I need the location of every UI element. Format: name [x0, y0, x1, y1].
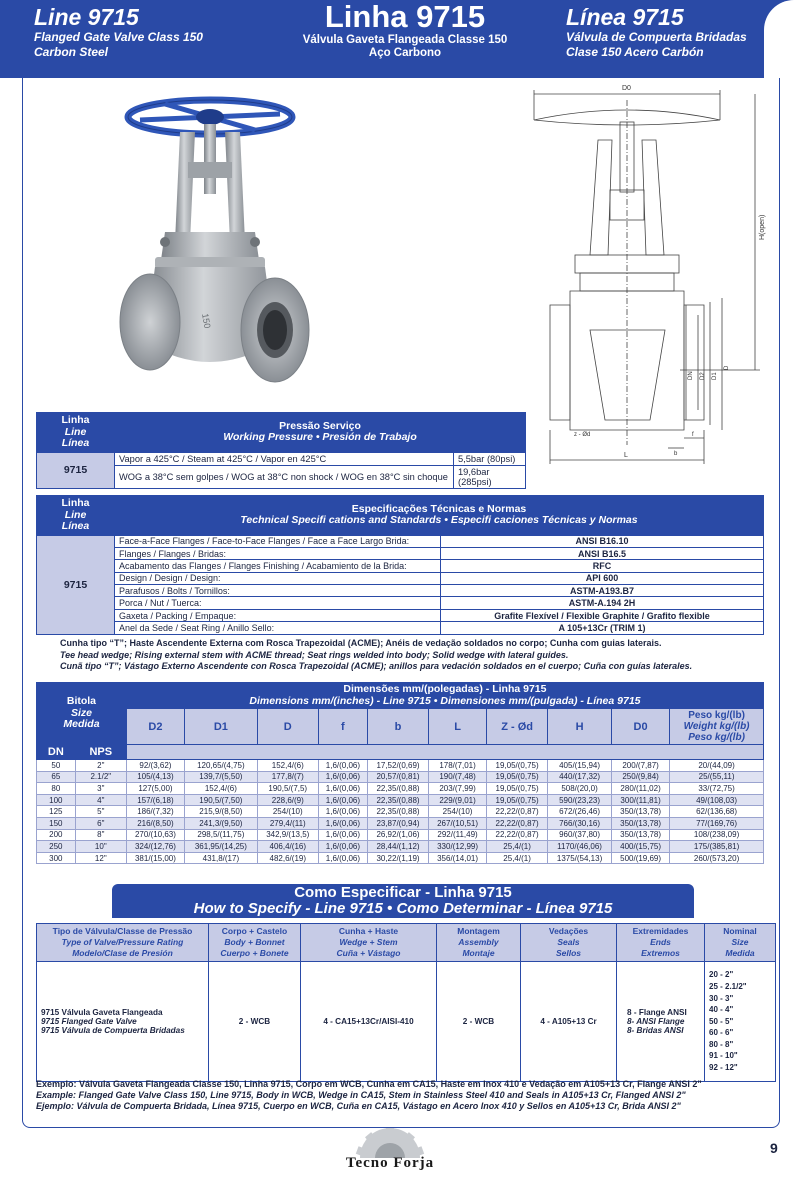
dm-cell: 254/(10): [429, 806, 487, 818]
ts-row: [37, 609, 764, 621]
dm-cell: 406,4/(16): [257, 841, 318, 853]
dm-cell: 5": [75, 806, 126, 818]
hs-ends-es: 8- Bridas ANSI: [627, 1026, 684, 1035]
ts-row-value: ASTM-A193.B7: [441, 585, 764, 597]
header-center-sub1: Válvula Gaveta Flangeada Classe 150: [302, 34, 508, 46]
how-to-specify-title: [112, 884, 694, 918]
ts-row-value: ASTM-A.194 2H: [441, 597, 764, 609]
hs-header-pt: Cunha + Haste: [338, 926, 399, 936]
dm-cell: 250: [37, 841, 76, 853]
dm-cell: 361,95/(14,25): [184, 841, 257, 853]
dm-cell: 215,9/(8,50): [184, 806, 257, 818]
dm-cell: 150: [37, 817, 76, 829]
dm-cell: 80: [37, 783, 76, 795]
dm-col-header: H: [548, 709, 612, 745]
hs-header-en: Assembly: [458, 937, 499, 947]
note-es: Cunã tipo “T”; Vástago Externo Ascendente con Rosca Trapezoidal (ACME); anillos para vedación soldados en el cuerpo; Cuña con guías laterales.: [60, 661, 693, 671]
dm-cell: 108/(238,09): [670, 829, 764, 841]
dm-cell: 200/(7,87): [612, 760, 670, 772]
hts-title-sub: How to Specify - Line 9715 • Como Determinar - Línea 9715: [193, 900, 613, 917]
dm-cell: 267/(10,51): [429, 817, 487, 829]
hs-header-pt: Nominal: [723, 926, 757, 936]
dm-cell: 177,8/(7): [257, 771, 318, 783]
ts-row: [37, 622, 764, 634]
dm-cell: 508/(20,0): [548, 783, 612, 795]
hs-header-pt: Montagem: [457, 926, 500, 936]
wp-model: 9715: [37, 452, 115, 488]
dm-col-header: L: [429, 709, 487, 745]
hs-header-en: Type of Valve/Pressure Rating: [61, 937, 184, 947]
construction-notes: [60, 638, 760, 673]
dm-cell: 25,4/(1): [487, 841, 548, 853]
dm-col-header: D0: [612, 709, 670, 745]
svg-text:150: 150: [200, 312, 213, 330]
ts-row-label: Gaxeta / Packing / Empaque:: [115, 609, 441, 621]
ts-title-sub: Technical Specifi cations and Standards • Especifi caciones Técnicas y Normas: [240, 514, 638, 527]
dm-cell: 92/(3,62): [126, 760, 184, 772]
dm-cell: 62/(136,68): [670, 806, 764, 818]
drawing-label-h: H(open): [759, 214, 766, 240]
ts-line-en: Line: [64, 508, 87, 521]
dm-cell: 22,22/(0,87): [487, 829, 548, 841]
dm-cell: 229/(9,01): [429, 794, 487, 806]
dm-title-sub: Dimensions mm/(inches) - Line 9715 • Dimensiones mm/(pulgada) - Línea 9715: [249, 694, 641, 707]
dm-title-header: [126, 683, 763, 709]
ts-row-label: Acabamento das Flanges / Flanges Finishing / Acabamiento de la Brida:: [115, 560, 441, 572]
header-right: [566, 4, 747, 60]
ts-row: [37, 560, 764, 572]
brand-name: Tecno Forja: [345, 1155, 435, 1171]
dm-cell: 49/(108,03): [670, 794, 764, 806]
dm-medida: Medida: [63, 718, 100, 731]
hs-header-en: Body + Bonnet: [224, 937, 285, 947]
hs-header-en: Ends: [650, 937, 671, 947]
dm-cell: 330/(12,99): [429, 841, 487, 853]
wp-title-header: [115, 413, 526, 453]
dm-weight-label: Weight kg/(lb): [683, 721, 750, 732]
note-en: Tee head wedge; Rising external stem with ACME thread; Seat rings welded into body; Solid wedge with lateral guides.: [60, 649, 569, 660]
gear-icon: [300, 1128, 480, 1158]
header-corner: [764, 0, 800, 78]
ts-row: [37, 535, 764, 547]
dm-cell: 10": [75, 841, 126, 853]
dm-cell: 381/(15,00): [126, 852, 184, 864]
example-pt: Exemplo: Válvula Gaveta Flangeada Classe 150, Linha 9715, Corpo em WCB, Cunha em CA15, Haste em Inox 410 e Vedação em A105+13 Cr, Flange ANSI 2": [36, 1079, 702, 1089]
dm-col-header: D1: [184, 709, 257, 745]
dm-col-header: D: [257, 709, 318, 745]
dm-cell: 33/(72,75): [670, 783, 764, 795]
hs-header-es: Extremos: [641, 948, 680, 958]
dm-cell: 2.1/2": [75, 771, 126, 783]
dm-cell: 19,05/(0,75): [487, 771, 548, 783]
dm-cell: 120,65/(4,75): [184, 760, 257, 772]
hs-header-es: Cuña + Vástago: [336, 948, 401, 958]
dm-weight-label: Peso kg/(lb): [688, 732, 745, 743]
hs-wedge-cell: 4 - CA15+13Cr/AISI-410: [301, 962, 437, 1082]
ts-row-label: Flanges / Flanges / Bridas:: [115, 547, 441, 559]
dm-cell: 350/(13,78): [612, 829, 670, 841]
dm-spacer: [126, 745, 763, 760]
ts-row-value: A 105+13Cr (TRIM 1): [441, 622, 764, 634]
page-header: [0, 0, 800, 78]
wp-line-en: Line: [64, 425, 87, 438]
table-row: [37, 829, 764, 841]
drawing-label-l: L: [624, 452, 628, 459]
dm-col-header: Z - Ød: [487, 709, 548, 745]
drawing-label-d: D: [724, 365, 730, 370]
wp-row-value: 5,5bar (80psi): [454, 452, 526, 465]
table-row: [37, 771, 764, 783]
table-row: [37, 760, 764, 772]
dm-cell: 65: [37, 771, 76, 783]
hs-ends-en: 8- ANSI Flange: [627, 1017, 685, 1026]
dm-cell: 28,44/(1,12): [368, 841, 429, 853]
dimensions-table: [36, 682, 764, 864]
dm-cell: 250/(9,84): [612, 771, 670, 783]
ts-row: [37, 547, 764, 559]
hs-header-pt: Corpo + Castelo: [221, 926, 288, 936]
header-center: [270, 0, 540, 60]
hs-col-header: [521, 924, 617, 962]
hts-title-pt: Como Especificar - Linha 9715: [294, 884, 512, 901]
ts-line-es: Línea: [61, 520, 90, 532]
hs-seals-cell: 4 - A105+13 Cr: [521, 962, 617, 1082]
drawing-label-b: b: [674, 451, 678, 457]
valve-technical-drawing: [520, 80, 782, 470]
hs-header-es: Montaje: [462, 948, 495, 958]
table-row: [37, 841, 764, 853]
dm-cell: 1,6/(0,06): [318, 829, 367, 841]
dm-cell: 1,6/(0,06): [318, 771, 367, 783]
header-center-title: Linha 9715: [324, 0, 486, 34]
ts-title-header: [115, 496, 764, 536]
dm-cell: 17,52/(0,69): [368, 760, 429, 772]
header-right-sub1: Válvula de Compuerta Bridadas: [566, 30, 747, 44]
dm-cell: 270/(10,63): [126, 829, 184, 841]
list-item: 91 - 10": [709, 1051, 738, 1061]
hs-assembly-cell: 2 - WCB: [437, 962, 521, 1082]
wp-row-value: 19,6bar (285psi): [454, 465, 526, 488]
hs-type-en: 9715 Flanged Gate Valve: [41, 1017, 137, 1026]
tech-specs-table: [36, 495, 764, 635]
table-row: [37, 852, 764, 864]
dm-cell: 175/(385,81): [670, 841, 764, 853]
ts-row-value: Grafite Flexível / Flexible Graphite / Grafito flexible: [441, 609, 764, 621]
hs-col-header: [705, 924, 776, 962]
dm-cell: 324/(12,76): [126, 841, 184, 853]
ts-row-label: Porca / Nut / Tuerca:: [115, 597, 441, 609]
dm-cell: 22,35/(0,88): [368, 783, 429, 795]
dm-cell: 6": [75, 817, 126, 829]
dm-cell: 431,8/(17): [184, 852, 257, 864]
dm-cell: 186/(7,32): [126, 806, 184, 818]
list-item: 80 - 8": [709, 1039, 734, 1049]
dm-cell: 20,57/(0,81): [368, 771, 429, 783]
dm-cell: 356/(14,01): [429, 852, 487, 864]
drawing-label-d0: D0: [622, 85, 631, 92]
dm-cell: 350/(13,78): [612, 817, 670, 829]
ts-row-value: RFC: [441, 560, 764, 572]
dm-cell: 298,5/(11,75): [184, 829, 257, 841]
dm-cell: 766/(30,16): [548, 817, 612, 829]
dm-cell: 22,22/(0,87): [487, 817, 548, 829]
dm-cell: 1,6/(0,06): [318, 852, 367, 864]
dm-cell: 672/(26,46): [548, 806, 612, 818]
hs-col-header: [437, 924, 521, 962]
dm-cell: 200: [37, 829, 76, 841]
working-pressure-table: [36, 412, 526, 489]
table-row: [37, 817, 764, 829]
dm-cell: 105/(4,13): [126, 771, 184, 783]
drawing-label-f: f: [692, 432, 694, 438]
hs-ends-cell: [617, 962, 705, 1082]
valve-photo: [110, 92, 320, 392]
dm-cell: 12": [75, 852, 126, 864]
dm-cell: 23,87/(0,94): [368, 817, 429, 829]
dm-cell: 350/(13,78): [612, 806, 670, 818]
dm-cell: 190,5/(7,5): [257, 783, 318, 795]
ts-row-value: ANSI B16.5: [441, 547, 764, 559]
dm-cell: 1,6/(0,06): [318, 841, 367, 853]
table-row: [37, 806, 764, 818]
hs-header-pt: Extremidades: [632, 926, 689, 936]
dm-cell: 19,05/(0,75): [487, 794, 548, 806]
dm-cell: 241,3/(9,50): [184, 817, 257, 829]
dm-cell: 19,05/(0,75): [487, 783, 548, 795]
dm-size-header: [37, 683, 127, 745]
ts-line-pt: Linha: [61, 497, 90, 509]
dm-cell: 2": [75, 760, 126, 772]
note-pt: Cunha tipo “T”; Haste Ascendente Externa com Rosca Trapezoidal (ACME); Anéis de vedação soldados no corpo; Cunha com guias laterais.: [60, 638, 662, 648]
wp-line-header: [37, 413, 115, 453]
dm-cell: 22,35/(0,88): [368, 794, 429, 806]
hs-col-header: [617, 924, 705, 962]
table-row: [37, 783, 764, 795]
dm-cell: 157/(6,18): [126, 794, 184, 806]
hs-col-header: [209, 924, 301, 962]
header-center-sub2: Aço Carbono: [368, 47, 442, 59]
dm-title: Dimensões mm/(polegadas) - Linha 9715: [343, 683, 547, 695]
ts-row-label: Face-a-Face Flanges / Face-to-Face Flanges / Face a Face Largo Brida:: [115, 535, 441, 547]
hs-header-en: Seals: [557, 937, 580, 947]
dm-cell: 77/(169,76): [670, 817, 764, 829]
dm-cell: 25,4/(1): [487, 852, 548, 864]
wp-line-es: Línea: [61, 437, 90, 449]
hs-header-es: Medida: [725, 948, 755, 958]
dm-cell: 152,4/(6): [257, 760, 318, 772]
dm-cell: 1,6/(0,06): [318, 760, 367, 772]
dm-cell: 50: [37, 760, 76, 772]
dm-cell: 8": [75, 829, 126, 841]
ts-line-header: [37, 496, 115, 536]
dm-cell: 1,6/(0,06): [318, 794, 367, 806]
dm-size: Size: [70, 706, 92, 719]
ts-row-label: Design / Design / Design:: [115, 572, 441, 584]
dm-cell: 30,22/(1,19): [368, 852, 429, 864]
wp-line-pt: Linha: [61, 414, 90, 426]
dm-col-header: D2: [126, 709, 184, 745]
dm-cell: 25/(55,11): [670, 771, 764, 783]
wp-title-sub: Working Pressure • Presión de Trabajo: [223, 431, 417, 444]
specification-example: [36, 1079, 776, 1113]
hs-type-cell: [37, 962, 209, 1082]
dm-cell: 292/(11,49): [429, 829, 487, 841]
page-number: 9: [770, 1140, 778, 1156]
dm-weight-label: Peso kg/(lb): [688, 710, 745, 721]
hs-header-en: Wedge + Stem: [339, 937, 398, 947]
dm-cell: 190,5/(7,50): [184, 794, 257, 806]
dm-cell: 400/(15,75): [612, 841, 670, 853]
header-left: [34, 4, 203, 60]
drawing-label-z: z - Ød: [574, 432, 591, 438]
dm-cell: 127(5,00): [126, 783, 184, 795]
dm-cell: 482,6/(19): [257, 852, 318, 864]
ts-row-value: API 600: [441, 572, 764, 584]
dm-cell: 19,05/(0,75): [487, 760, 548, 772]
ts-row-value: ANSI B16.10: [441, 535, 764, 547]
hs-header-pt: Vedações: [548, 926, 589, 936]
dm-cell: 279,4/(11): [257, 817, 318, 829]
dm-cell: 1170/(46,06): [548, 841, 612, 853]
hs-header-es: Modelo/Clase de Presión: [72, 948, 173, 958]
ts-row-label: Anel da Sede / Seat Ring / Anillo Sello:: [115, 622, 441, 634]
dm-cell: 260/(573,20): [670, 852, 764, 864]
dm-col-header: b: [368, 709, 429, 745]
hs-col-header: [37, 924, 209, 962]
dm-cell: 152,4/(6): [184, 783, 257, 795]
dm-cell: 203/(7,99): [429, 783, 487, 795]
list-item: 40 - 4": [709, 1005, 734, 1015]
dm-cell: 1,6/(0,06): [318, 817, 367, 829]
dm-cell: 22,35/(0,88): [368, 806, 429, 818]
dm-cell: 440/(17,32): [548, 771, 612, 783]
example-en: Example: Flanged Gate Valve Class 150, Line 9715, Body in WCB, Wedge in CA15, Stem in Stainless Steel 410 and Seals in A105+13 Cr, Flanged ANSI 2": [36, 1090, 686, 1101]
dm-cell: 100: [37, 794, 76, 806]
dm-cell: 4": [75, 794, 126, 806]
dm-cell: 1,6/(0,06): [318, 783, 367, 795]
ts-row: [37, 597, 764, 609]
hs-header-es: Cuerpo + Bonete: [220, 948, 289, 958]
hs-header-pt: Tipo de Válvula/Classe de Pressão: [52, 926, 193, 936]
list-item: 50 - 5": [709, 1016, 734, 1026]
hs-nominal-cell: [705, 962, 776, 1082]
ts-title: Especificações Técnicas e Normas: [351, 502, 527, 515]
header-left-title: Line 9715: [34, 4, 139, 30]
list-item: 60 - 6": [709, 1028, 734, 1038]
dm-cell: 3": [75, 783, 126, 795]
dm-cell: 190/(7,48): [429, 771, 487, 783]
list-item: 30 - 3": [709, 993, 734, 1003]
hs-ends-pt: 8 - Flange ANSI: [627, 1008, 687, 1017]
header-right-title: Línea 9715: [566, 4, 684, 30]
dm-cell: 300: [37, 852, 76, 864]
dm-cell: 254/(10): [257, 806, 318, 818]
ts-row: [37, 572, 764, 584]
list-item: 92 - 12": [709, 1063, 738, 1073]
dm-cell: 1375/(54,13): [548, 852, 612, 864]
ts-model: 9715: [37, 535, 115, 634]
dm-cell: 300/(11,81): [612, 794, 670, 806]
dm-cell: 125: [37, 806, 76, 818]
dm-cell: 26,92/(1,06): [368, 829, 429, 841]
dm-cell: 178/(7,01): [429, 760, 487, 772]
dm-cell: 500/(19,69): [612, 852, 670, 864]
dm-cell: 960/(37,80): [548, 829, 612, 841]
dm-col-dn: DN: [37, 745, 76, 760]
ts-row-label: Parafusos / Bolts / Tornillos:: [115, 585, 441, 597]
example-es: Ejemplo: Válvula de Compuerta Bridada, Línea 9715, Cuerpo en WCB, Cuña en CA15, Vástago en Acero Inox 410 y Sellos en A105+13 Cr, Brida ANSI 2": [36, 1101, 681, 1112]
header-left-sub2: Carbon Steel: [34, 45, 109, 59]
dm-cell: 216/(8,50): [126, 817, 184, 829]
hs-header-es: Sellos: [555, 948, 582, 958]
dm-cell: 590/(23,23): [548, 794, 612, 806]
list-item: 20 - 2": [709, 970, 734, 980]
hs-header-en: Size: [731, 937, 749, 947]
dm-cell: 139,7/(5,50): [184, 771, 257, 783]
brand-logo: [300, 1128, 480, 1179]
ts-row: [37, 585, 764, 597]
table-row: [37, 794, 764, 806]
hs-type-es: 9715 Válvula de Compuerta Bridadas: [41, 1026, 185, 1035]
hs-type-pt: 9715 Válvula Gaveta Flangeada: [41, 1008, 163, 1017]
dm-col-nps: NPS: [75, 745, 126, 760]
dm-cell: 1,6/(0,06): [318, 806, 367, 818]
drawing-label-dn: DN: [688, 371, 694, 380]
drawing-label-d1: D1: [712, 372, 718, 380]
list-item: 25 - 2.1/2": [709, 981, 747, 991]
hs-col-header: [301, 924, 437, 962]
dm-col-header: f: [318, 709, 367, 745]
dm-cell: 280/(11,02): [612, 783, 670, 795]
dm-cell: 20/(44,09): [670, 760, 764, 772]
wp-title: Pressão Serviço: [279, 419, 361, 432]
dm-col-weight: [670, 709, 764, 745]
dm-cell: 22,22/(0,87): [487, 806, 548, 818]
dm-cell: 228,6/(9): [257, 794, 318, 806]
hs-body-cell: 2 - WCB: [209, 962, 301, 1082]
wp-row-label: Vapor a 425°C / Steam at 425°C / Vapor en 425°C: [115, 452, 454, 465]
dm-cell: 405/(15,94): [548, 760, 612, 772]
how-to-specify-table: [36, 923, 776, 1082]
wp-row-label: WOG a 38°C sem golpes / WOG at 38°C non shock / WOG en 38°C sin choque: [115, 465, 454, 488]
dm-cell: 342,9/(13,5): [257, 829, 318, 841]
dm-bitola: Bitola: [66, 695, 97, 708]
header-right-sub2: Clase 150 Acero Carbón: [566, 45, 704, 59]
header-left-sub1: Flanged Gate Valve Class 150: [34, 30, 203, 44]
drawing-label-d2: D2: [700, 372, 706, 380]
